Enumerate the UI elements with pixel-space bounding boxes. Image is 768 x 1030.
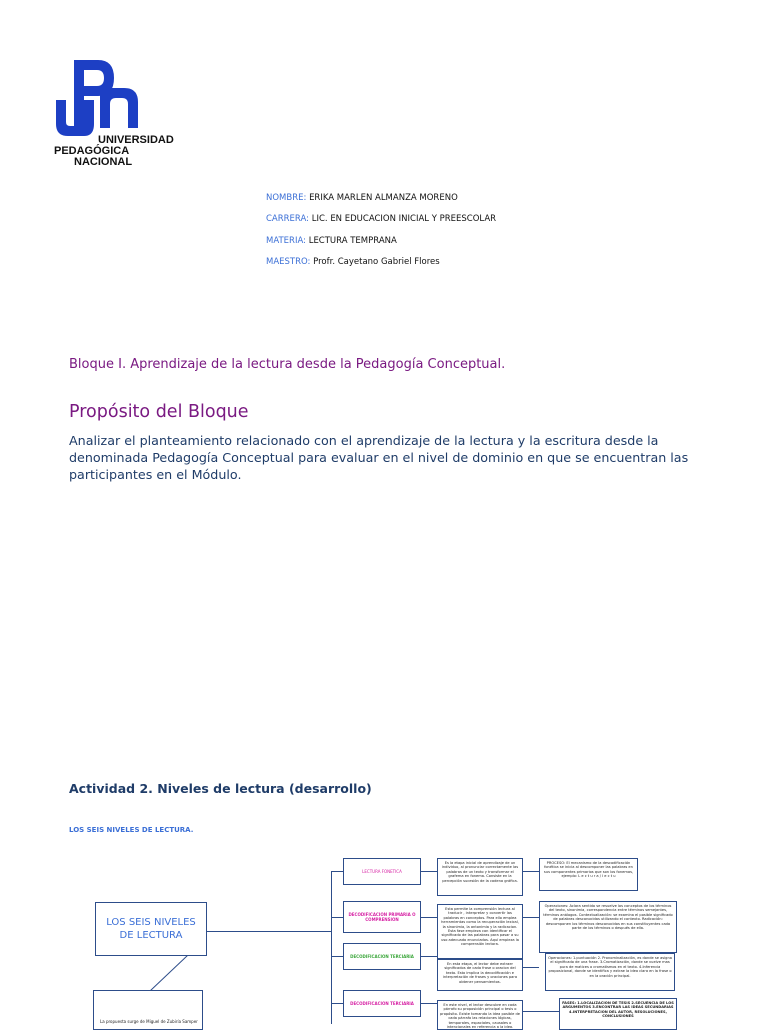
connector-3b: [420, 956, 437, 957]
connector-vertical: [331, 871, 332, 1024]
connector-2c: [523, 917, 539, 918]
connector-1c: [523, 871, 539, 872]
level-box-1: LECTURA FONETICA: [343, 858, 421, 885]
logo-line-1: UNIVERSIDAD: [98, 134, 174, 146]
connector-main: [206, 931, 331, 932]
info-materia: [266, 236, 397, 246]
info-nombre: [266, 193, 458, 203]
level-box-2: DECODIFICACION PRIMARIA O COMPRENSION: [343, 901, 421, 933]
info-carrera: [266, 214, 496, 224]
main-concept-box: LOS SEIS NIVELES DE LECTURA: [95, 902, 207, 956]
connector-1b: [420, 871, 437, 872]
connector-1: [331, 871, 343, 872]
logo-line-2: PEDAGÓGICA: [54, 145, 130, 157]
description-box-1: Es la etapa inicial de aprendizaje de un individuo, al pronunciar correctamente las palabras de un texto y transformar el grafema en fonema. Consiste en la percepción sucesión de la cadena gráfica.: [437, 858, 523, 896]
upn-logo: [54, 58, 194, 173]
actividad-heading: Actividad 2. Niveles de lectura (desarrollo): [69, 781, 372, 796]
logo-line-3: NACIONAL: [74, 156, 133, 168]
connector-lower: [140, 955, 200, 993]
bloque-heading: Bloque I. Aprendizaje de la lectura desde la Pedagogía Conceptual.: [69, 357, 506, 372]
level-box-4: DECODIFICACION TERCIARIA: [343, 990, 421, 1017]
connector-4: [331, 1003, 343, 1004]
nombre-value: ERIKA MARLEN ALMANZA MORENO: [309, 193, 458, 203]
description-box-4: En este nivel, el lector descubre en cada párrafo su proposición principal o tesis o propósito. Existe tomando la idea posible de cada párrafo las relaciones lógicas, temporales, espaciales, causales o intencionales en referencia a la idea.: [437, 1000, 523, 1030]
detail-box-1: PROCESO: El mecanismo de la descodificación fonética se inicia al descomponer las palabras en sus componentes primarios que son los fonemas, ejemplo: L e c t u r a / l e c t u: [539, 858, 638, 891]
detail-box-4: FASES: 1.LOCALIZACION DE TESIS 2.SECUENCIA DE LOS ARGUMENTOS 3.ENCONTRAR LAS IDEAS SECUNDARIAS 4.INTERPRETACION DEL AUTOR, RESOLUCIONES, CONCLUSIONES: [559, 998, 677, 1030]
proposito-heading: Propósito del Bloque: [69, 402, 249, 422]
materia-label: MATERIA:: [266, 236, 306, 246]
origin-box: La propuesta surge de Miguel de Zubiría Samper: [93, 990, 203, 1030]
connector-2b: [420, 917, 437, 918]
info-maestro: [266, 257, 440, 267]
connector-2: [331, 917, 343, 918]
niveles-subtitle: LOS SEIS NIVELES DE LECTURA.: [69, 826, 194, 834]
detail-box-2: Operaciones: Aclara sentido se resuelve los conceptos de los términos del texto, sinonimia, correspondencia entre términos semejantes, términos análogos. Contextualización: se examina el posible significado de palabras desconocidas utilizando el contexto. Radicación: descomponen los términos desconocidos en sus constituyentes cada parte de los términos o después de ella.: [539, 901, 677, 953]
materia-value: LECTURA TEMPRANA: [308, 236, 397, 246]
connector-4c: [523, 1011, 559, 1012]
carrera-label: CARRERA:: [266, 214, 310, 224]
description-box-2: Esta permite la comprensión lectura al traducir , interpretar y convertir las palabras en conceptos. Para ello emplea herramientas como la recuperación lexical, la sinonimia, la antonimia y la radicacion. Esta fase empieza con identificar el significado de las palabras para pasar a su uso adecuado enunciados. Aquí empieza la comprensión lectora.: [437, 904, 523, 959]
proposito-paragraph: Analizar el planteamiento relacionado con el aprendizaje de la lectura y la escritura desde la denominada Pedagogía Conceptual para evaluar en el nivel de dominio en que se encuentran las participantes en el Módulo.: [69, 433, 689, 482]
connector-3c: [523, 967, 539, 968]
maestro-label: MAESTRO:: [266, 257, 311, 267]
carrera-value: LIC. EN EDUCACION INICIAL Y PREESCOLAR: [311, 214, 497, 224]
description-box-3: En esta etapa, el lector debe extraer significados de cada frase o oracion del texto. Esto implica la decodificación e interpretación de frases y oraciones para obtener pensamientos.: [437, 959, 523, 991]
connector-3: [331, 956, 343, 957]
level-box-3: DECODIFICACION TERCIARIA: [343, 943, 421, 970]
connector-4b: [420, 1003, 437, 1004]
detail-box-3: Operaciones: 1.puntuación 2. Pronominalización, es donde se asigna el significado de una frase. 3.Cromatización, donde se vuelve mas pura de matices o cromatismos en el texto. 4.Inferencia proposicional, donde se identifica y extrae la idea clara en la frase o en la oración principal.: [545, 953, 675, 991]
nombre-label: NOMBRE:: [266, 193, 307, 203]
maestro-value: Profr. Cayetano Gabriel Flores: [313, 257, 440, 267]
